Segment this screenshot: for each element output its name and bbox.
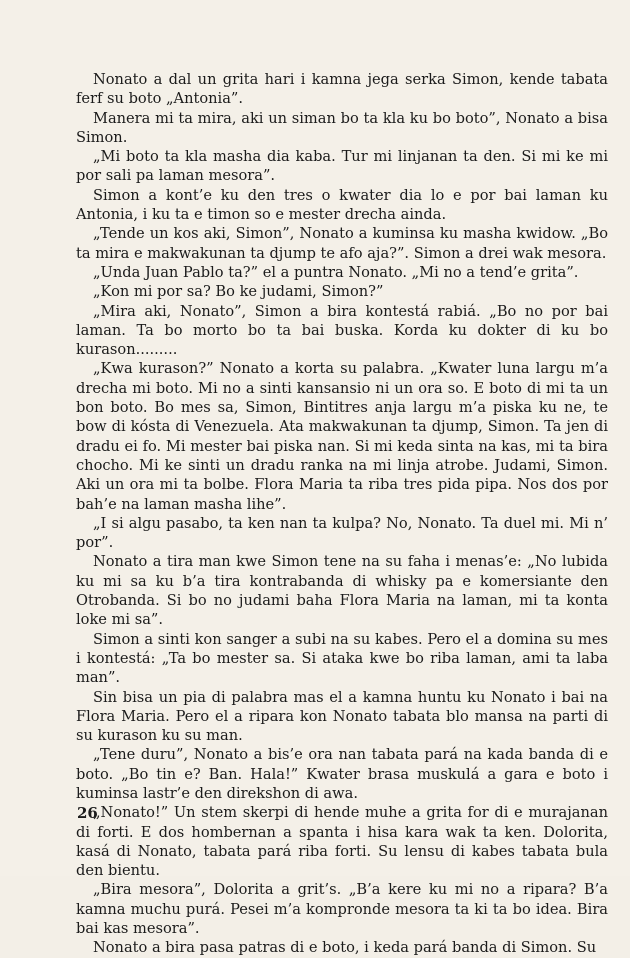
paragraph: „Nonato!” Un stem skerpi di hende muhe a grita for di e murajanan di forti. E dos hombernan a spanta i hisa kara wak ta ken. Dolorita, kasá di Nonato, tabata pará riba forti. Su lensu di kabes tabata bula den bientu. [76, 804, 608, 880]
paragraph: Sin bisa un pia di palabra mas el a kamna huntu ku Nonato i bai na Flora Maria. Pero el a ripara kon Nonato tabata blo mansa na parti di su kurason ku su man. [76, 688, 608, 745]
page-number: 26 [77, 804, 98, 822]
paragraph: „Tende un kos aki, Simon”, Nonato a kuminsa ku masha kwidow. „Bo ta mira e makwakunan ta djump te afo aja?”. Simon a drei wak mesora. [76, 225, 608, 262]
paragraph: „Tene duru”, Nonato a bis’e ora nan tabata pará na kada banda di e boto. „Bo tin e? Ban. Hala!” Kwater brasa muskulá a gara e boto i kuminsa lastr’e den direkshon di awa. [76, 746, 608, 802]
paragraph: „Kon mi por sa? Bo ke judami, Simon?” [93, 283, 384, 301]
paragraph: „I si algu pasabo, ta ken nan ta kulpa? No, Nonato. Ta duel mi. Mi n’ por”. [76, 514, 608, 552]
paragraph: „Unda Juan Pablo ta?” el a puntra Nonato. „Mi no a tend’e grita”. [93, 263, 579, 281]
story-text [76, 70, 608, 958]
paragraph: „Kwa kurason?” Nonato a korta su palabra. „Kwater luna largu m’a drecha mi boto. Mi no a sinti kansansio ni un ora so. E boto di mi ta un bon boto. Bo mes sa, Simon, Bintitres anja largu m’a piska ku ne, te bow di kósta di Venezuela. Ata makwakunan ta djump, Simon. Ta jen di dradu ei fo. Mi mester bai piska nan. Si mi keda sinta na kas, mi ta bira chocho. Mi ke sinti un dradu ranka na mi linja atrobe. Judami, Simon. Aki un ora mi ta bolbe. Flora Maria ta riba tres pida pipa. Nos dos por bah’e na laman masha lihe”. [76, 360, 608, 513]
paragraph: Nonato a dal un grita hari i kamna jega serka Simon, kende tabata ferf su boto „Antonia”. [76, 71, 608, 108]
paragraph: „Bira mesora”, Dolorita a grit’s. „B’a kere ku mi no a ripara? B’a kamna muchu purá. Pesei m’a kompronde mesora ta ki ta bo idea. Bira bai kas mesora”. [76, 881, 608, 938]
paragraph: Simon a kont’e ku den tres o kwater dia lo e por bai laman ku Antonia, i ku ta e timon so e mester drecha ainda. [76, 186, 608, 224]
paragraph: „Mi boto ta kla masha dia kaba. Tur mi linjanan ta den. Si mi ke mi por sali pa laman mesora”. [76, 148, 608, 185]
paragraph: „Mira aki, Nonato”, Simon a bira kontestá rabiá. „Bo no por bai laman. Ta bo morto bo ta bai buska. Korda ku dokter di ku bo kurason......... [76, 302, 608, 359]
paragraph: Simon a sinti kon sanger a subi na su kabes. Pero el a domina su mes i kontestá: „Ta bo mester sa. Si ataka kwe bo riba laman, ami ta laba man”. [76, 630, 608, 687]
paragraph: Manera mi ta mira, aki un siman bo ta kla ku bo boto”, Nonato a bisa Simon. [76, 109, 608, 146]
paragraph: Nonato a tira man kwe Simon tene na su faha i menas’e: „No lubida ku mi sa ku b’a tira kontrabanda di whisky pa e komersiante den Otrobanda. Si bo no judami baha Flora Maria na laman, mi ta konta loke mi sa”. [76, 553, 608, 629]
paragraph: Nonato a bira pasa patras di e boto, i keda pará banda di Simon. Su [93, 939, 597, 957]
